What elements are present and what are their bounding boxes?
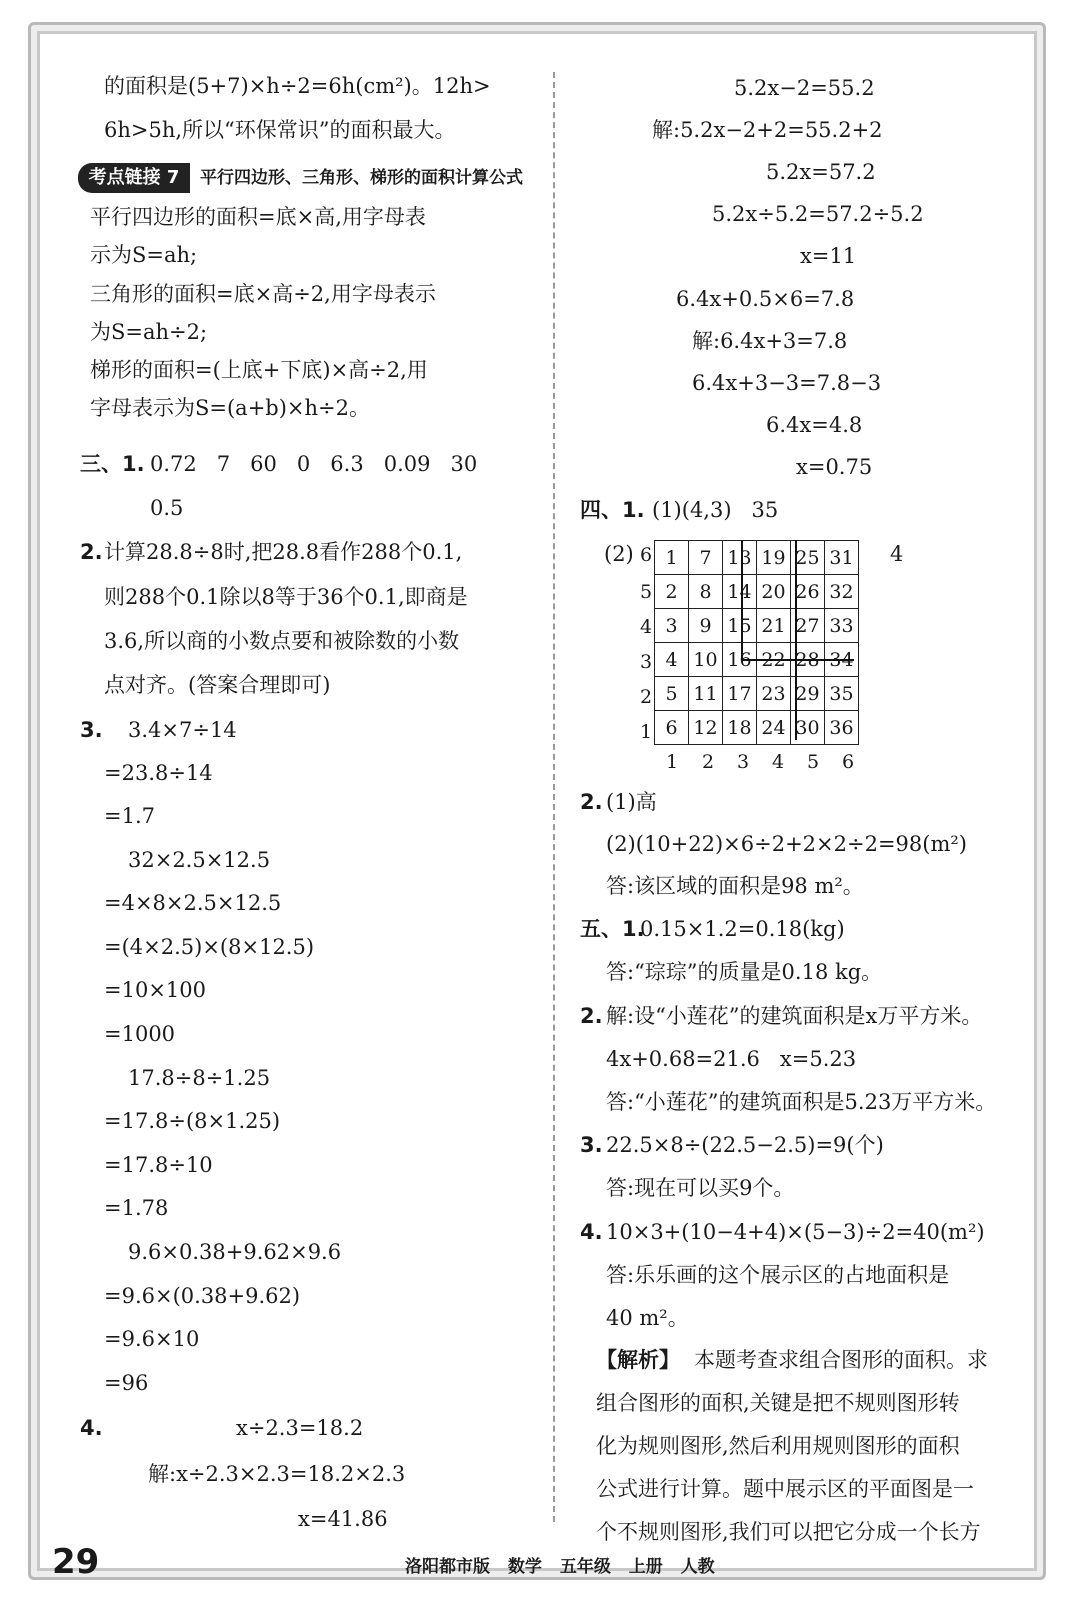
formula-line: 三角形的面积=底×高÷2,用字母表示 xyxy=(90,282,436,306)
question-number: 2. xyxy=(580,790,603,814)
answer-line: 答:现在可以买9个。 xyxy=(606,1176,795,1200)
calc-line: 9.6×0.38+9.62×9.6 xyxy=(128,1240,342,1264)
grid-col-label: 5 xyxy=(807,751,820,773)
column-divider xyxy=(553,72,555,1522)
grid-cell: 12 xyxy=(689,711,723,745)
kaodian-title: 平行四边形、三角形、梯形的面积计算公式 xyxy=(200,168,523,188)
section-number: 三、1. xyxy=(80,452,145,476)
grid-cell: 5 xyxy=(655,677,689,711)
grid-cell: 31 xyxy=(825,541,859,575)
analysis-line: 公式进行计算。题中展示区的平面图是一 xyxy=(596,1477,974,1501)
equation-line: 5.2x=57.2 xyxy=(766,160,876,184)
grid-cell: 26 xyxy=(791,575,825,609)
calc-line: =1.78 xyxy=(104,1196,169,1220)
grid-cell: 28 xyxy=(791,643,825,677)
grid-cell: 29 xyxy=(791,677,825,711)
calc-line: =9.6×10 xyxy=(104,1327,200,1351)
grid-col-label: 6 xyxy=(842,751,855,773)
equation-line: x=11 xyxy=(800,244,857,268)
formula-line: 示为S=ah; xyxy=(90,243,198,267)
section-number: 四、1. xyxy=(580,498,645,522)
grid-cell: 34 xyxy=(825,643,859,677)
grid-cell: 14 xyxy=(723,575,757,609)
grid-cell: 13 xyxy=(723,541,757,575)
answer-line: 4x+0.68=21.6 x=5.23 xyxy=(606,1047,857,1071)
question-number: 2. xyxy=(580,1004,603,1028)
analysis-line: 个不规则图形,我们可以把它分成一个长方 xyxy=(596,1520,981,1544)
calc-line: =96 xyxy=(104,1371,149,1395)
calc-line: 17.8÷8÷1.25 xyxy=(128,1066,271,1090)
grid-row-label: 3 xyxy=(640,651,653,673)
page-number: 29 xyxy=(52,1542,100,1582)
answer-line: 答:该区域的面积是98 m²。 xyxy=(606,874,864,898)
grid-cell: 30 xyxy=(791,711,825,745)
answer-line: 40 m²。 xyxy=(606,1306,689,1330)
equation-line: 6.4x=4.8 xyxy=(766,413,863,437)
answer-line: (2)(10+22)×6÷2+2×2÷2=98(m²) xyxy=(606,832,967,856)
grid-cell: 1 xyxy=(655,541,689,575)
grid-col-label: 2 xyxy=(702,751,715,773)
answer-line: 22.5×8÷(22.5−2.5)=9(个) xyxy=(606,1133,884,1157)
analysis-label: 【解析】 xyxy=(596,1347,680,1372)
grid-cell: 9 xyxy=(689,609,723,643)
calc-line: =23.8÷14 xyxy=(104,761,213,785)
equation-line: 解:x÷2.3×2.3=18.2×2.3 xyxy=(148,1462,406,1486)
grid-cell: 8 xyxy=(689,575,723,609)
grid-row-label: 2 xyxy=(640,686,653,708)
formula-line: 字母表示为S=(a+b)×h÷2。 xyxy=(90,396,371,420)
equation-line: x=0.75 xyxy=(796,455,873,479)
answer-line: 答:“小莲花”的建筑面积是5.23万平方米。 xyxy=(606,1090,997,1114)
question-number: 4. xyxy=(580,1220,603,1244)
grid-cell: 10 xyxy=(689,643,723,677)
grid-row-label: 6 xyxy=(640,544,653,566)
grid-cell: 21 xyxy=(757,609,791,643)
grid-cell: 20 xyxy=(757,575,791,609)
answer-line: 点对齐。(答案合理即可) xyxy=(104,673,331,697)
grid-cell: 18 xyxy=(723,711,757,745)
question-number: 3. xyxy=(80,718,103,742)
grid-cell: 22 xyxy=(757,643,791,677)
calc-line: =10×100 xyxy=(104,978,206,1002)
grid-cell: 24 xyxy=(757,711,791,745)
grid-cell: 7 xyxy=(689,541,723,575)
grid-side-note: 4 xyxy=(890,542,904,566)
text-line: 6h>5h,所以“环保常识”的面积最大。 xyxy=(104,118,456,142)
answer-line: 3.6,所以商的小数点要和被除数的小数 xyxy=(104,629,460,653)
grid-cell: 32 xyxy=(825,575,859,609)
grid-cell: 23 xyxy=(757,677,791,711)
answer-line: 答:“琮琮”的质量是0.18 kg。 xyxy=(606,960,883,984)
answer-line: (1)高 xyxy=(606,790,657,814)
section-number: 五、1. xyxy=(580,917,645,941)
calc-line: =4×8×2.5×12.5 xyxy=(104,891,282,915)
grid-cell: 33 xyxy=(825,609,859,643)
grid-col-label: 3 xyxy=(737,751,750,773)
question-number: 2. xyxy=(80,540,103,564)
answer-line: 0.5 xyxy=(150,496,184,520)
equation-line: 6.4x+3−3=7.8−3 xyxy=(692,371,882,395)
equation-line: 解:5.2x−2+2=55.2+2 xyxy=(652,118,883,142)
answer-line: 解:设“小莲花”的建筑面积是x万平方米。 xyxy=(606,1004,983,1028)
calc-line: =(4×2.5)×(8×12.5) xyxy=(104,935,315,959)
number-grid xyxy=(654,540,859,745)
grid-cell: 17 xyxy=(723,677,757,711)
answer-line: 答:乐乐画的这个展示区的占地面积是 xyxy=(606,1263,950,1287)
equation-line: 5.2x−2=55.2 xyxy=(734,76,875,100)
calc-line: =1.7 xyxy=(104,804,155,828)
grid-cell: 3 xyxy=(655,609,689,643)
calc-line: =17.8÷10 xyxy=(104,1153,213,1177)
footer-text: 洛阳都市版 数学 五年级 上册 人教 xyxy=(405,1557,715,1577)
grid-row-label: 1 xyxy=(640,721,653,743)
grid-col-label: 4 xyxy=(772,751,785,773)
formula-line: 梯形的面积=(上底+下底)×高÷2,用 xyxy=(90,358,428,382)
calc-line: 3.4×7÷14 xyxy=(128,718,237,742)
grid-cell: 19 xyxy=(757,541,791,575)
grid-cell: 15 xyxy=(723,609,757,643)
kaodian-label: 考点链接 7 xyxy=(78,163,190,193)
equation-line: x÷2.3=18.2 xyxy=(236,1416,364,1440)
answer-line: (1)(4,3) 35 xyxy=(652,498,779,522)
question-number: 3. xyxy=(580,1133,603,1157)
question-number: 4. xyxy=(80,1416,103,1440)
sub-label: (2) xyxy=(604,542,634,566)
equation-line: 6.4x+0.5×6=7.8 xyxy=(676,287,855,311)
analysis-line: 组合图形的面积,关键是把不规则图形转 xyxy=(596,1391,960,1415)
grid-cell: 35 xyxy=(825,677,859,711)
grid-cell: 4 xyxy=(655,643,689,677)
text-line: 的面积是(5+7)×h÷2=6h(cm²)。12h> xyxy=(104,74,491,98)
grid-cell: 11 xyxy=(689,677,723,711)
grid-cell: 6 xyxy=(655,711,689,745)
grid-path-overlay xyxy=(654,540,868,754)
equation-line: 解:6.4x+3=7.8 xyxy=(692,329,848,353)
calc-line: 32×2.5×12.5 xyxy=(128,848,271,872)
grid-cell: 2 xyxy=(655,575,689,609)
equation-line: x=41.86 xyxy=(298,1507,388,1531)
formula-line: 为S=ah÷2; xyxy=(90,320,208,344)
grid-cell: 36 xyxy=(825,711,859,745)
grid-row-label: 4 xyxy=(640,616,653,638)
grid-cell: 27 xyxy=(791,609,825,643)
answer-line: 10×3+(10−4+4)×(5−3)÷2=40(m²) xyxy=(606,1220,985,1244)
grid-cell: 25 xyxy=(791,541,825,575)
grid-row-label: 5 xyxy=(640,581,653,603)
calc-line: =1000 xyxy=(104,1022,176,1046)
calc-line: =9.6×(0.38+9.62) xyxy=(104,1284,301,1308)
grid-cell: 16 xyxy=(723,643,757,677)
answer-line: 则288个0.1除以8等于36个0.1,即商是 xyxy=(104,585,468,609)
analysis-line: 化为规则图形,然后利用规则图形的面积 xyxy=(596,1434,960,1458)
equation-line: 5.2x÷5.2=57.2÷5.2 xyxy=(712,202,924,226)
answer-line: 计算28.8÷8时,把28.8看作288个0.1, xyxy=(104,540,463,564)
answer-line: 0.15×1.2=0.18(kg) xyxy=(640,917,845,941)
answer-line: 0.72 7 60 0 6.3 0.09 30 xyxy=(150,452,478,476)
calc-line: =17.8÷(8×1.25) xyxy=(104,1109,281,1133)
analysis-line: 本题考查求组合图形的面积。求 xyxy=(694,1348,988,1372)
formula-line: 平行四边形的面积=底×高,用字母表 xyxy=(90,205,426,229)
grid-col-label: 1 xyxy=(666,751,679,773)
